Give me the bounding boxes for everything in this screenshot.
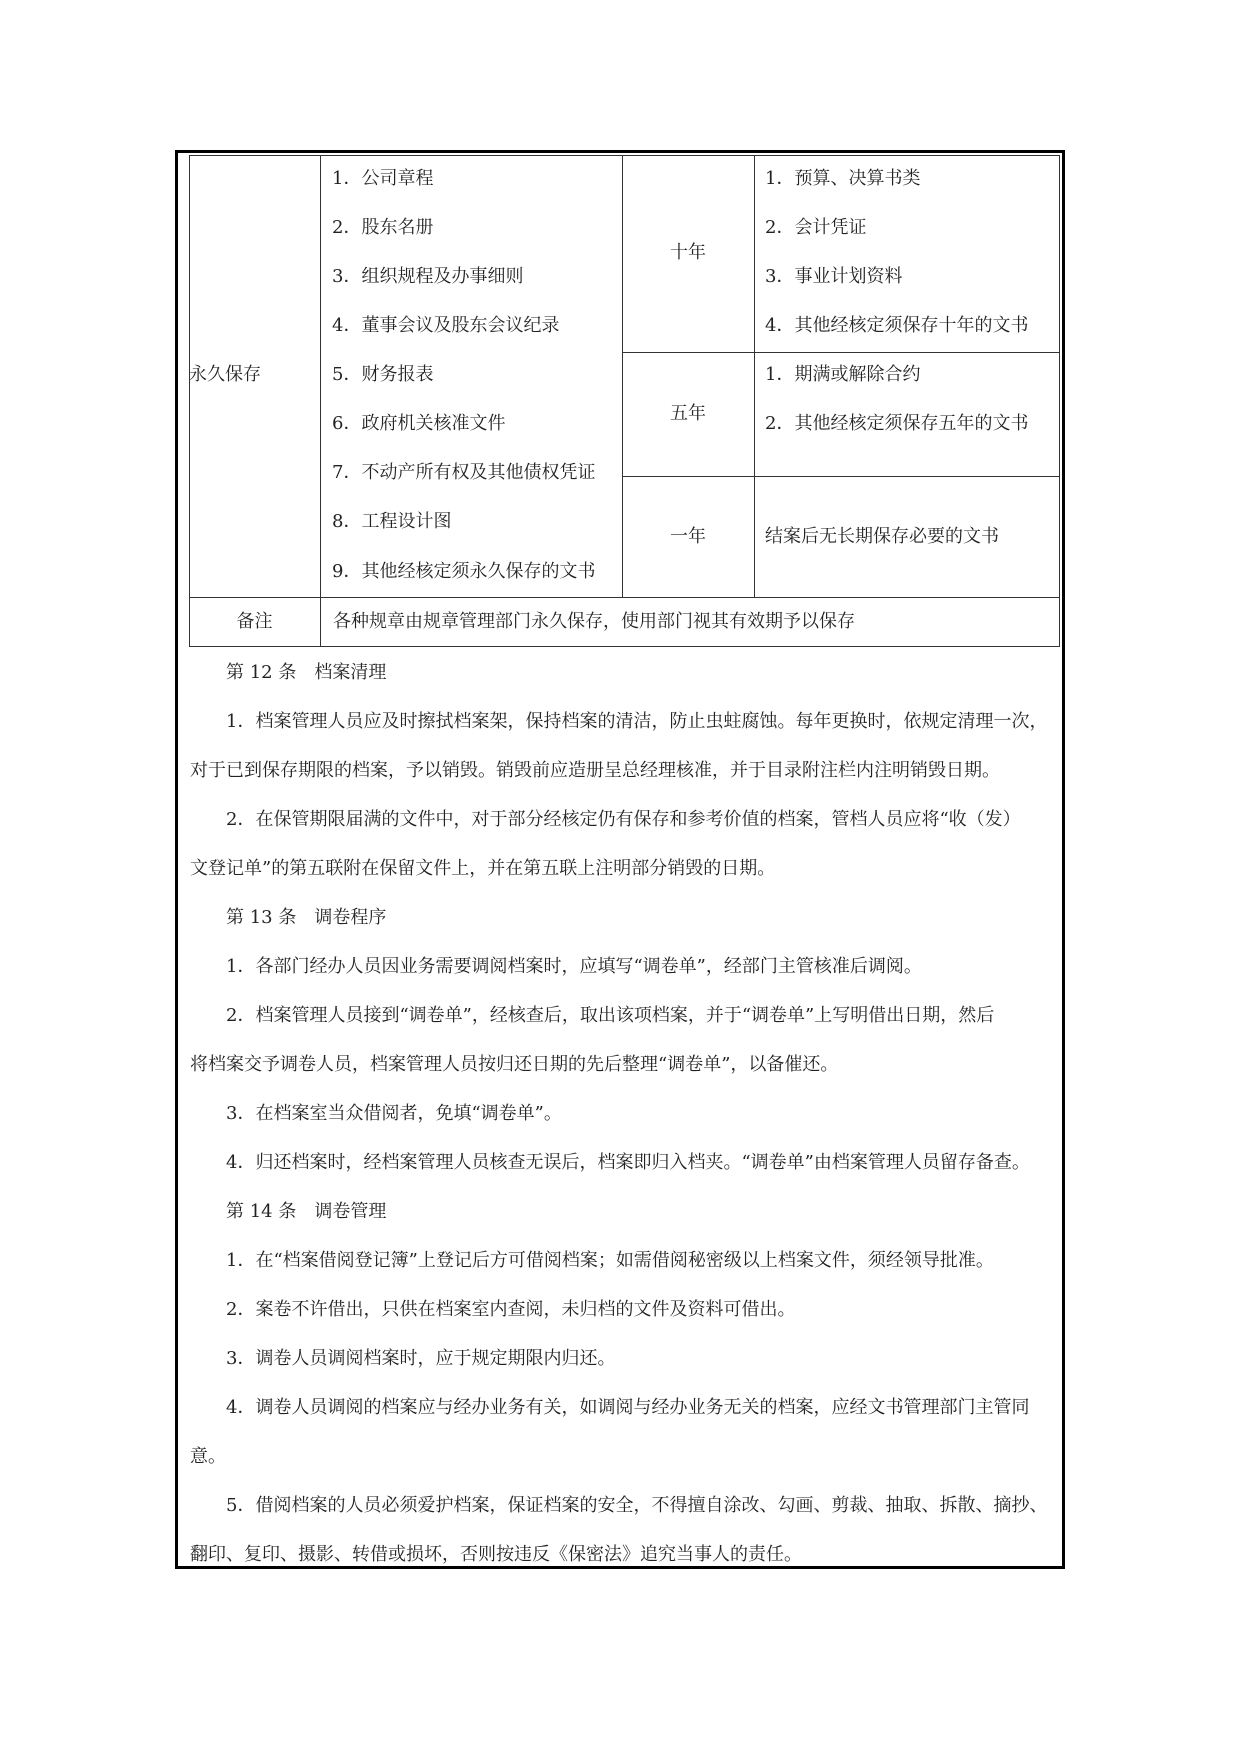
paragraph-line: 3．调卷人员调阅档案时，应于规定期限内归还。 xyxy=(226,1348,616,1369)
list-item: 4．其他经核定须保存十年的文书 xyxy=(765,315,1029,336)
paragraph-line: 4．归还档案时，经档案管理人员核查无误后，档案即归入档夹。“调卷单”由档案管理人员留存备查。 xyxy=(226,1152,1030,1173)
paragraph-line: 1．各部门经办人员因业务需要调阅档案时，应填写“调卷单”，经部门主管核准后调阅。 xyxy=(226,956,922,977)
list-item: 3．事业计划资料 xyxy=(765,266,903,287)
paragraph-line: 2．案卷不许借出，只供在档案室内查阅，未归档的文件及资料可借出。 xyxy=(226,1299,796,1320)
list-item: 8．工程设计图 xyxy=(332,511,452,532)
list-item: 3．组织规程及办事细则 xyxy=(332,266,524,287)
paragraph-line: 2．档案管理人员接到“调卷单”，经核查后，取出该项档案，并于“调卷单”上写明借出日期，然后 xyxy=(226,1005,995,1026)
table-col-divider-1 xyxy=(320,155,321,647)
table-col-divider-3 xyxy=(754,155,755,598)
paragraph-line: 4．调卷人员调阅的档案应与经办业务有关，如调阅与经办业务无关的档案，应经文书管理部门主管同 xyxy=(226,1397,1030,1418)
article-12-title: 第 12 条 档案清理 xyxy=(226,662,387,683)
list-item: 9．其他经核定须永久保存的文书 xyxy=(332,561,596,582)
five-year-label: 五年 xyxy=(670,403,706,424)
one-year-label: 一年 xyxy=(670,526,706,547)
list-item: 2．其他经核定须保存五年的文书 xyxy=(765,413,1029,434)
article-14-title: 第 14 条 调卷管理 xyxy=(226,1201,387,1222)
paragraph-line: 1．档案管理人员应及时擦拭档案架，保持档案的清洁，防止虫蛀腐蚀。每年更换时，依规定清理一次， xyxy=(226,711,1048,732)
list-item: 1．公司章程 xyxy=(332,168,434,189)
list-item: 1．预算、决算书类 xyxy=(765,168,921,189)
table-right-border xyxy=(1059,155,1060,647)
paragraph-line: 翻印、复印、摄影、转借或损坏，否则按违反《保密法》追究当事人的责任。 xyxy=(190,1544,802,1565)
article-13-title: 第 13 条 调卷程序 xyxy=(226,907,387,928)
paragraph-line: 2．在保管期限届满的文件中，对于部分经核定仍有保存和参考价值的档案，管档人员应将“收（发） xyxy=(226,809,1021,830)
one-year-text: 结案后无长期保存必要的文书 xyxy=(765,526,999,547)
table-row-divider-five-one xyxy=(622,476,1060,477)
paragraph-line: 5．借阅档案的人员必须爱护档案，保证档案的安全，不得擅自涂改、勾画、剪裁、抽取、拆散、摘抄、 xyxy=(226,1495,1048,1516)
list-item: 6．政府机关核准文件 xyxy=(332,413,506,434)
list-item: 1．期满或解除合约 xyxy=(765,364,921,385)
ten-year-label: 十年 xyxy=(670,242,706,263)
remark-label: 备注 xyxy=(236,611,273,632)
paragraph-line: 将档案交予调卷人员，档案管理人员按归还日期的先后整理“调卷单”，以备催还。 xyxy=(190,1054,839,1075)
list-item: 4．董事会议及股东会议纪录 xyxy=(332,315,560,336)
paragraph-line: 3．在档案室当众借阅者，免填“调卷单”。 xyxy=(226,1103,562,1124)
paragraph-line: 对于已到保存期限的档案，予以销毁。销毁前应造册呈总经理核准，并于目录附注栏内注明销毁日期。 xyxy=(190,760,1000,781)
table-left-border xyxy=(189,155,190,647)
paragraph-line: 1．在“档案借阅登记簿”上登记后方可借阅档案；如需借阅秘密级以上档案文件，须经领导批准。 xyxy=(226,1250,994,1271)
remark-text: 各种规章由规章管理部门永久保存，使用部门视其有效期予以保存 xyxy=(333,611,855,632)
paragraph-line: 文登记单”的第五联附在保留文件上，并在第五联上注明部分销毁的日期。 xyxy=(190,858,776,879)
paragraph-line: 意。 xyxy=(190,1446,226,1467)
table-row-divider-ten-five xyxy=(622,352,1060,353)
list-item: 2．会计凭证 xyxy=(765,217,867,238)
permanent-label: 永久保存 xyxy=(189,364,261,385)
list-item: 7．不动产所有权及其他债权凭证 xyxy=(332,462,596,483)
list-item: 2．股东名册 xyxy=(332,217,434,238)
list-item: 5．财务报表 xyxy=(332,364,434,385)
